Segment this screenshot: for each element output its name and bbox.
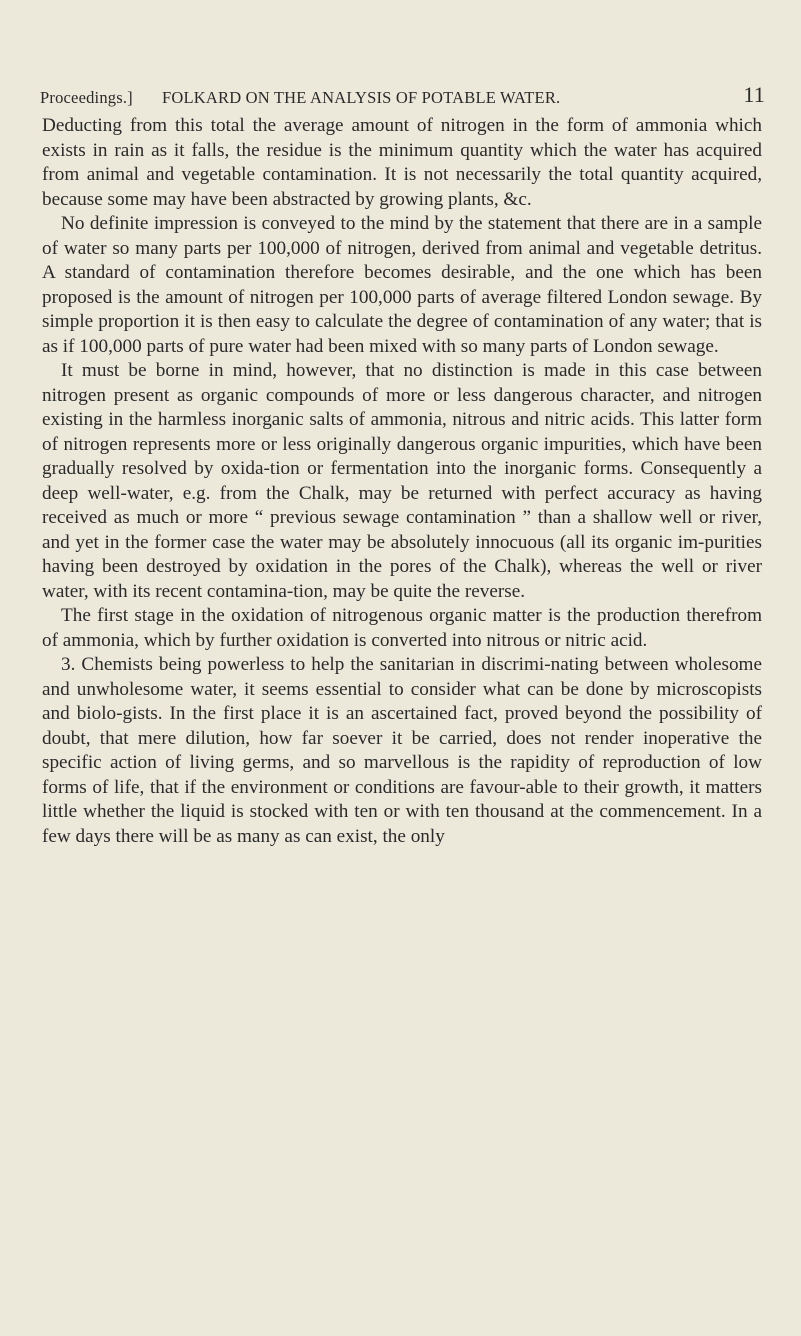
paragraph-oxidation: The first stage in the oxidation of nitrogenous organic matter is the production therefrom of ammonia, which by further oxidation is converted into nitrous or nitric acid.: [42, 605, 762, 651]
page-number: 11: [743, 82, 765, 107]
paragraph-chemists: 3. Chemists being powerless to help the sanitarian in discrimi-nating between wholesome and unwholesome water, it seems essential to consider what can be done by microscopists and biolo-gists. In the first place it is an ascertained fact, proved beyond the possibility of doubt, that mere dilution, how far soever it be carried, does not render inoperative the specific action of living germs, and so marvellous is the rapidity of reproduction of low forms of life, that if the environment or conditions are favour-able to their growth, it matters little whether the liquid is stocked with ten or with ten thousand at the commencement. In a few days there will be as many as can exist, the only: [42, 654, 762, 847]
paragraph-standard: No definite impression is conveyed to the mind by the statement that there are in a sample of water so many parts per 100,000 of nitrogen, derived from animal and vegetable detritus. A standard of contamination therefore becomes desirable, and the one which has been proposed is the amount of nitrogen per 100,000 parts of average filtered London sewage. By simple proportion it is then easy to calculate the degree of contamination of any water; that is as if 100,000 parts of pure water had been mixed with so many parts of London sewage.: [42, 213, 762, 357]
body-text: [42, 114, 762, 849]
running-title: FOLKARD ON THE ANALYSIS OF POTABLE WATER.: [162, 88, 561, 107]
running-head: [40, 82, 765, 110]
paragraph-deducting: Deducting from this total the average amount of nitrogen in the form of ammonia which exists in rain as it falls, the residue is the minimum quantity which the water has acquired from animal and vegetable contamination. It is not necessarily the total quantity acquired, because some may have been abstracted by growing plants, &c.: [42, 115, 762, 210]
proceedings-label: Proceedings.]: [40, 88, 133, 107]
paragraph-distinction: It must be borne in mind, however, that no distinction is made in this case between nitrogen present as organic compounds of more or less dangerous character, and nitrogen existing in the harmless inorganic salts of ammonia, nitrous and nitric acids. This latter form of nitrogen represents more or less originally dangerous organic impurities, which have been gradually resolved by oxida-tion or fermentation into the inorganic forms. Consequently a deep well-water, e.g. from the Chalk, may be returned with perfect accuracy as having received as much or more “ previous sewage contamination ” than a shallow well or river, and yet in the former case the water may be absolutely innocuous (all its organic im-purities having been destroyed by oxidation in the pores of the Chalk), whereas the well or river water, with its recent contamina-tion, may be quite the reverse.: [42, 360, 762, 602]
